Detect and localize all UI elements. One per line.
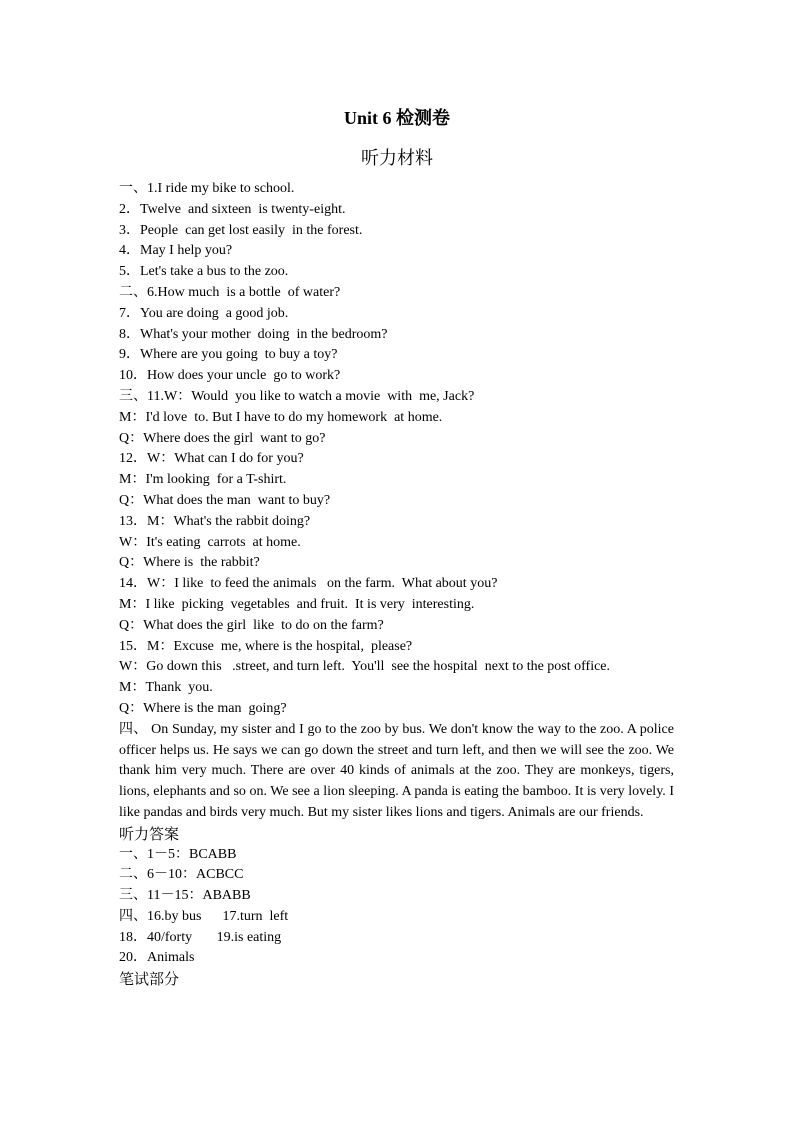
script-line: 二、6.How much is a bottle of water? xyxy=(119,284,341,300)
answer-line: 三、11－15：ABABB xyxy=(119,888,251,904)
script-line: 13．M：What's the rabbit doing? xyxy=(119,513,311,529)
script-line: Q：What does the man want to buy? xyxy=(119,492,331,508)
answer-line: 二、6－10：ACBCC xyxy=(119,867,244,883)
document-content xyxy=(119,179,674,990)
script-line: 一、1.I ride my bike to school. xyxy=(119,181,295,196)
script-line: 5．Let's take a bus to the zoo. xyxy=(119,264,289,280)
script-line: 8．What's your mother doing in the bedroom? xyxy=(119,326,388,342)
answers-list xyxy=(119,845,674,970)
written-section-heading: 笔试部分 xyxy=(119,970,180,989)
script-line: Q：Where is the rabbit? xyxy=(119,555,260,571)
page-subtitle: 听力材料 xyxy=(361,148,433,169)
script-line: W：It's eating carrots at home. xyxy=(119,534,301,550)
answer-line: 一、1－5：BCABB xyxy=(119,846,237,862)
script-line: 10．How does your uncle go to work? xyxy=(119,368,341,384)
listening-passage: 四、 On Sunday, my sister and I go to the zoo by bus. We don't know the way to the zoo. A police officer helps us. He says we can go down the street and turn left, and then we will see the zoo. We thank him very much. There are over 40 kinds of animals at the zoo. They are monkeys, tigers, lions, elephants and so on. We see a lion sleeping. A panda is eating the bamboo. It is very lovely. I like pandas and birds very much. But my sister likes lions and tigers. Animals are our friends. xyxy=(119,721,674,820)
answers-heading: 听力答案 xyxy=(119,824,180,843)
script-line: Q：Where does the girl want to go? xyxy=(119,430,326,446)
answer-line: 18．40/forty 19.is eating xyxy=(119,929,282,945)
answer-line: 20．Animals xyxy=(119,950,195,966)
listening-script xyxy=(119,179,674,720)
script-line: 4．May I help you? xyxy=(119,243,233,259)
script-line: 9．Where are you going to buy a toy? xyxy=(119,347,338,363)
script-line: M：I'd love to. But I have to do my homework at home. xyxy=(119,409,443,425)
script-line: Q：Where is the man going? xyxy=(119,700,287,716)
script-line: 7．You are doing a good job. xyxy=(119,305,289,321)
answer-line: 四、16.by bus 17.turn left xyxy=(119,908,289,924)
script-line: M：Thank you. xyxy=(119,680,213,696)
script-line: 三、11.W：Would you like to watch a movie with me, Jack? xyxy=(119,388,475,404)
page-title: Unit 6 检测卷 xyxy=(343,108,450,128)
script-line: 2．Twelve and sixteen is twenty-eight. xyxy=(119,201,346,217)
script-line: 12．W：What can I do for you? xyxy=(119,451,304,467)
script-line: W：Go down this .street, and turn left. You'll see the hospital next to the post office. xyxy=(119,659,611,675)
script-line: 14．W：I like to feed the animals on the farm. What about you? xyxy=(119,576,498,592)
script-line: Q：What does the girl like to do on the farm? xyxy=(119,617,384,633)
script-line: 15．M：Excuse me, where is the hospital, please? xyxy=(119,638,413,654)
script-line: M：I'm looking for a T-shirt. xyxy=(119,472,287,488)
script-line: M：I like picking vegetables and fruit. It is very interesting. xyxy=(119,596,475,612)
script-line: 3．People can get lost easily in the forest. xyxy=(119,222,363,238)
